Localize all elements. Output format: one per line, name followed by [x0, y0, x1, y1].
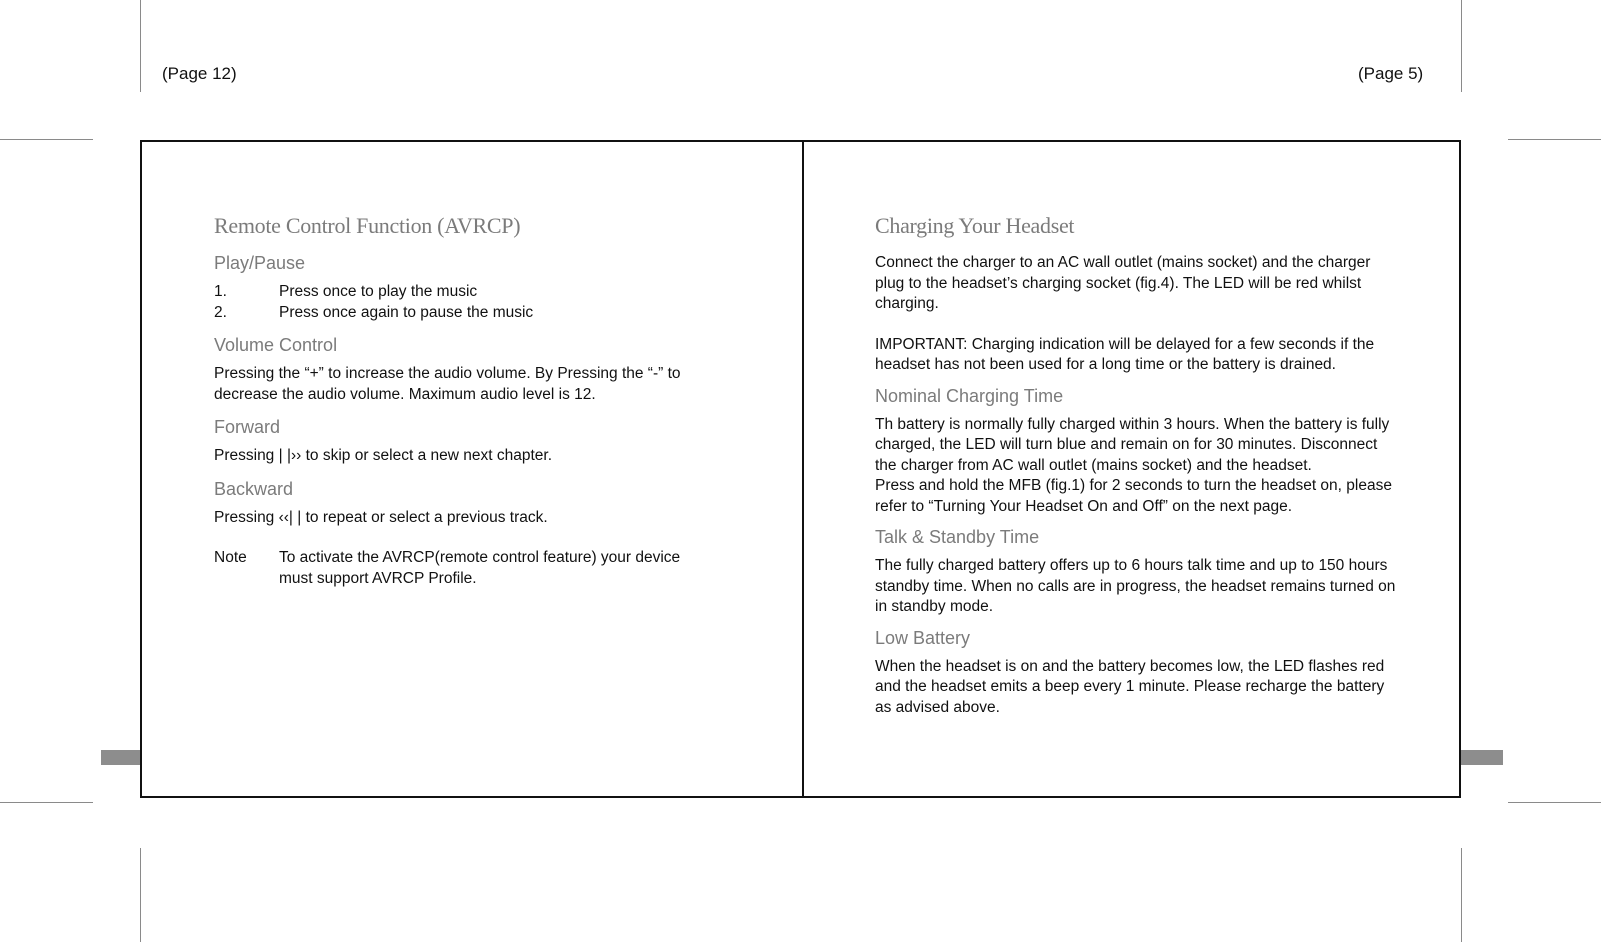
crop-mark-top-left	[140, 0, 141, 92]
backward-text: Pressing ‹‹| | to repeat or select a previous track.	[214, 508, 548, 526]
list-item	[214, 303, 754, 324]
charging-intro-text: Connect the charger to an AC wall outlet (mains socket) and the charger plug to the headset’s charging socket (fig.4). The LED will be red whilst charging.	[875, 254, 1371, 312]
list-text: Press once again to pause the music	[279, 303, 534, 321]
left-page-content	[214, 213, 754, 589]
crop-mark-top-right	[1461, 0, 1462, 92]
crop-mark-left-top	[0, 139, 93, 140]
crop-mark-right-bottom	[1508, 802, 1601, 803]
play-pause-heading: Play/Pause	[214, 253, 306, 273]
note-label: Note	[214, 549, 247, 566]
low-battery-heading: Low Battery	[875, 627, 971, 648]
right-page-content	[875, 213, 1400, 718]
forward-heading: Forward	[214, 417, 281, 437]
right-page-title: Charging Your Headset	[875, 213, 1075, 238]
important-text: IMPORTANT: Charging indication will be delayed for a few seconds if the headset has not been used for a long time or the battery is drained.	[875, 335, 1375, 373]
crop-mark-left-bottom	[0, 802, 93, 803]
left-page-reference: (Page 12)	[162, 64, 237, 83]
right-page-reference: (Page 5)	[1358, 64, 1424, 83]
left-page-title: Remote Control Function (AVRCP)	[214, 213, 521, 238]
low-battery-text: When the headset is on and the battery becomes low, the LED flashes red and the headset emits a beep every 1 minute. Please recharge the battery as advised above.	[875, 657, 1385, 716]
list-item	[214, 282, 754, 303]
backward-heading: Backward	[214, 478, 294, 499]
page-gutter	[802, 142, 804, 796]
forward-text: Pressing | |›› to skip or select a new next chapter.	[214, 447, 553, 464]
list-text: Press once to play the music	[279, 283, 478, 300]
nominal-charging-heading: Nominal Charging Time	[875, 385, 1064, 406]
crop-mark-bottom-left	[140, 848, 141, 942]
volume-control-heading: Volume Control	[214, 335, 338, 355]
list-number: 2.	[214, 303, 227, 321]
list-number: 1.	[214, 283, 227, 300]
note	[214, 548, 754, 589]
book-spread	[140, 140, 1461, 798]
talk-standby-text: The fully charged battery offers up to 6 hours talk time and up to 150 hours standby time. When no calls are in progress, the headset remains turned on in standby mode.	[875, 557, 1396, 615]
volume-control-text: Pressing the “+” to increase the audio volume. By Pressing the “-” to decrease the audio volume. Maximum audio level is 12.	[214, 365, 681, 403]
nominal-charging-text-2: Press and hold the MFB (fig.1) for 2 seconds to turn the headset on, please refer to “Turning Your Headset On and Off” on the next page.	[875, 477, 1392, 515]
note-text: To activate the AVRCP(remote control feature) your device must support AVRCP Profile.	[279, 549, 681, 587]
crop-mark-bottom-right	[1461, 848, 1462, 942]
nominal-charging-text: Th battery is normally fully charged within 3 hours. When the battery is fully charged, the LED will turn blue and remain on for 30 minutes. Disconnect the charger from AC wall outlet (mains socket) and the headset.	[875, 415, 1390, 474]
talk-standby-heading: Talk & Standby Time	[875, 527, 1040, 547]
crop-mark-right-top	[1508, 139, 1601, 140]
